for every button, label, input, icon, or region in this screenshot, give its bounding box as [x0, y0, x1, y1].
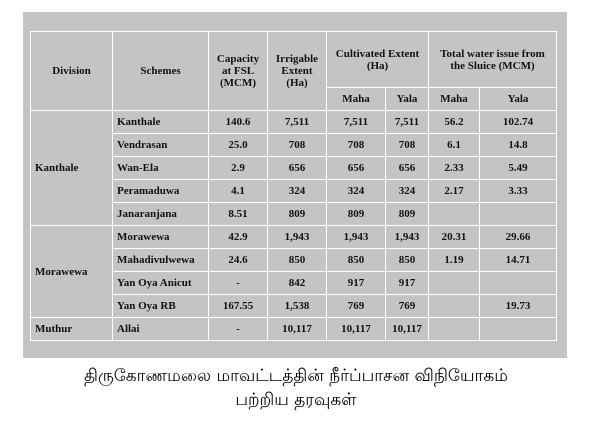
header-capacity: Capacity at FSL (MCM): [209, 32, 268, 111]
capacity-cell: 42.9: [209, 226, 268, 249]
capacity-cell: 25.0: [209, 134, 268, 157]
scheme-cell: Yan Oya RB: [113, 295, 209, 318]
scheme-cell: Vendrasan: [113, 134, 209, 157]
cultivated-maha-cell: 7,511: [327, 111, 386, 134]
cultivated-yala-cell: 324: [386, 180, 429, 203]
capacity-cell: -: [209, 272, 268, 295]
scheme-cell: Kanthale: [113, 111, 209, 134]
cultivated-yala-cell: 708: [386, 134, 429, 157]
water-yala-cell: 14.71: [480, 249, 557, 272]
irrigable-cell: 656: [268, 157, 327, 180]
cultivated-yala-cell: 917: [386, 272, 429, 295]
water-maha-cell: 2.17: [429, 180, 480, 203]
header-schemes: Schemes: [113, 32, 209, 111]
cultivated-maha-cell: 917: [327, 272, 386, 295]
water-maha-cell: 1.19: [429, 249, 480, 272]
cultivated-yala-cell: 809: [386, 203, 429, 226]
table-body: [31, 111, 557, 341]
cultivated-maha-cell: 1,943: [327, 226, 386, 249]
water-yala-cell: 14.8: [480, 134, 557, 157]
cultivated-maha-cell: 324: [327, 180, 386, 203]
water-yala-cell: 5.49: [480, 157, 557, 180]
cultivated-yala-cell: 10,117: [386, 318, 429, 341]
capacity-cell: 167.55: [209, 295, 268, 318]
cultivated-yala-cell: 850: [386, 249, 429, 272]
header-cultivated: Cultivated Extent (Ha): [327, 32, 429, 88]
irrigable-cell: 708: [268, 134, 327, 157]
irrigable-cell: 1,943: [268, 226, 327, 249]
irrigable-cell: 324: [268, 180, 327, 203]
irrigable-cell: 7,511: [268, 111, 327, 134]
water-maha-cell: [429, 203, 480, 226]
water-maha-cell: 6.1: [429, 134, 480, 157]
cultivated-yala-cell: 1,943: [386, 226, 429, 249]
water-yala-cell: [480, 272, 557, 295]
capacity-cell: 2.9: [209, 157, 268, 180]
scheme-cell: Wan-Ela: [113, 157, 209, 180]
water-maha-cell: [429, 318, 480, 341]
header-division: Division: [31, 32, 113, 111]
scheme-cell: Allai: [113, 318, 209, 341]
water-yala-cell: [480, 203, 557, 226]
irrigable-cell: 850: [268, 249, 327, 272]
table-row: [31, 111, 557, 134]
scheme-cell: Yan Oya Anicut: [113, 272, 209, 295]
water-maha-cell: [429, 272, 480, 295]
water-maha-cell: 56.2: [429, 111, 480, 134]
table-row: [31, 318, 557, 341]
cultivated-maha-cell: 10,117: [327, 318, 386, 341]
scheme-cell: Peramaduwa: [113, 180, 209, 203]
water-yala-cell: 102.74: [480, 111, 557, 134]
capacity-cell: 8.51: [209, 203, 268, 226]
water-yala-cell: 29.66: [480, 226, 557, 249]
caption-line-1: திருகோணமலை மாவட்டத்தின் நீர்ப்பாசன விநியோகம்: [84, 366, 508, 386]
capacity-cell: 4.1: [209, 180, 268, 203]
table-row: [31, 226, 557, 249]
irrigable-cell: 10,117: [268, 318, 327, 341]
cultivated-yala-cell: 7,511: [386, 111, 429, 134]
caption-line-2: பற்றிய தரவுகள்: [235, 390, 357, 410]
division-cell: Muthur: [31, 318, 113, 341]
scheme-cell: Mahadivulwewa: [113, 249, 209, 272]
header-cultivated-yala: Yala: [386, 88, 429, 111]
water-yala-cell: 3.33: [480, 180, 557, 203]
irrigable-cell: 842: [268, 272, 327, 295]
cultivated-maha-cell: 656: [327, 157, 386, 180]
irrigable-cell: 1,538: [268, 295, 327, 318]
header-cultivated-maha: Maha: [327, 88, 386, 111]
header-irrigable: Irrigable Extent (Ha): [268, 32, 327, 111]
header-water-yala: Yala: [480, 88, 557, 111]
capacity-cell: -: [209, 318, 268, 341]
water-yala-cell: [480, 318, 557, 341]
cultivated-maha-cell: 769: [327, 295, 386, 318]
cultivated-maha-cell: 809: [327, 203, 386, 226]
capacity-cell: 140.6: [209, 111, 268, 134]
water-maha-cell: [429, 295, 480, 318]
cultivated-maha-cell: 708: [327, 134, 386, 157]
water-maha-cell: 2.33: [429, 157, 480, 180]
capacity-cell: 24.6: [209, 249, 268, 272]
water-maha-cell: 20.31: [429, 226, 480, 249]
cultivated-yala-cell: 656: [386, 157, 429, 180]
water-yala-cell: 19.73: [480, 295, 557, 318]
scheme-cell: Janaranjana: [113, 203, 209, 226]
cultivated-maha-cell: 850: [327, 249, 386, 272]
cultivated-yala-cell: 769: [386, 295, 429, 318]
header-water-maha: Maha: [429, 88, 480, 111]
division-cell: Morawewa: [31, 226, 113, 318]
irrigation-table: [30, 31, 557, 341]
division-cell: Kanthale: [31, 111, 113, 226]
irrigable-cell: 809: [268, 203, 327, 226]
scheme-cell: Morawewa: [113, 226, 209, 249]
header-water-issue: Total water issue from the Sluice (MCM): [429, 32, 557, 88]
